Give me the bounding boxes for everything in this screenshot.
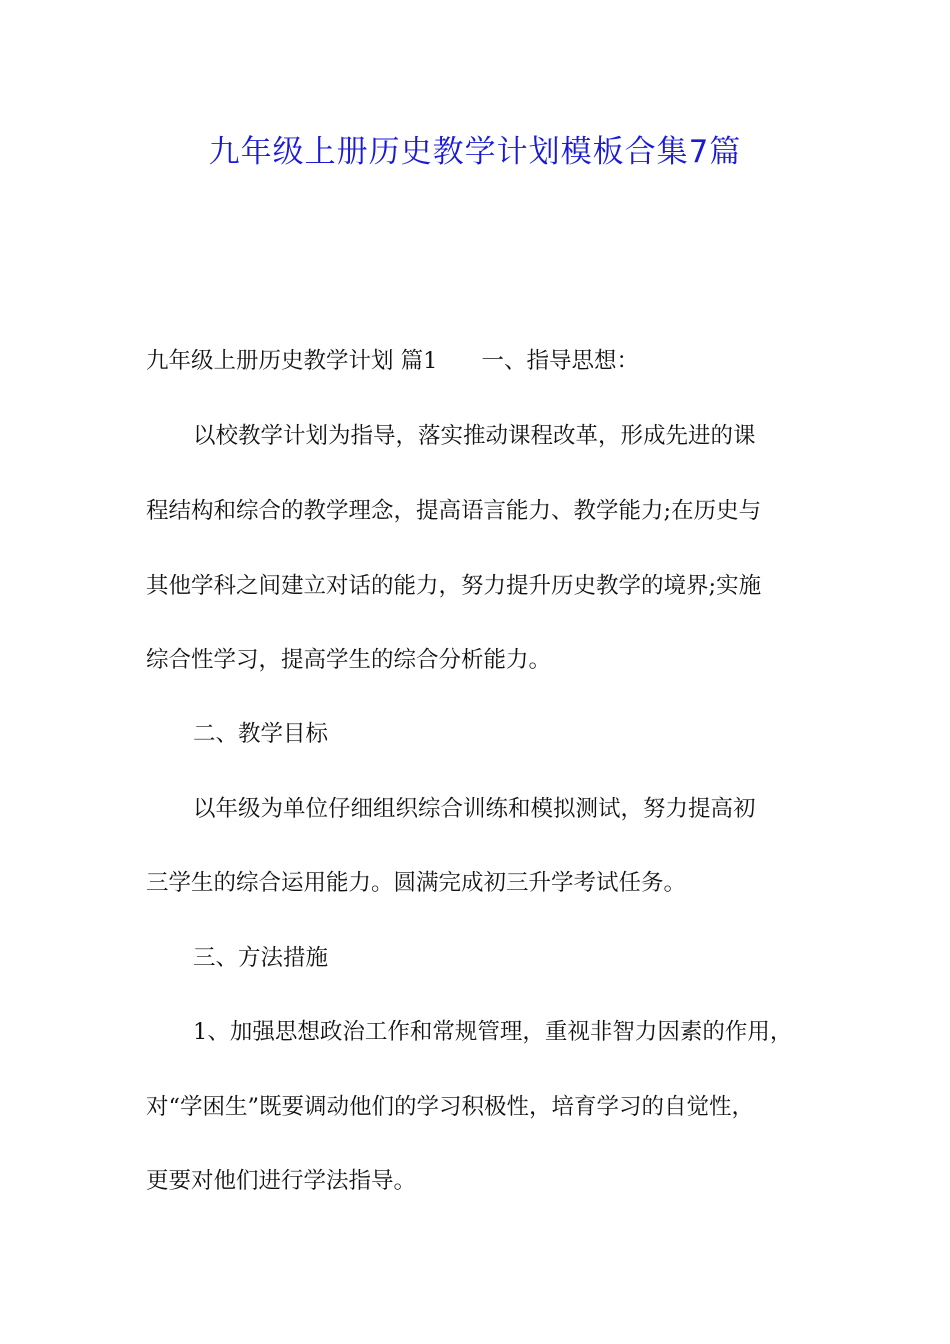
paragraph-line: 三学生的综合运用能力。圆满完成初三升学考试任务。 xyxy=(146,870,687,896)
section-heading-label: 九年级上册历史教学计划 篇1 xyxy=(146,348,438,374)
paragraph-line: 对“学困生”既要调动他们的学习积极性，培育学习的自觉性， xyxy=(146,1094,755,1120)
paragraph-line: 程结构和综合的教学理念，提高语言能力、教学能力;在历史与 xyxy=(146,498,762,524)
paragraph-line: 更要对他们进行学法指导。 xyxy=(146,1168,417,1194)
paragraph-line: 以校教学计划为指导，落实推动课程改革，形成先进的课 xyxy=(193,423,756,449)
section-heading-methods: 三、方法措施 xyxy=(193,945,329,971)
section-subheading: 一、指导思想： xyxy=(481,348,639,374)
paragraph-line: 1、加强思想政治工作和常规管理，重视非智力因素的作用， xyxy=(193,1019,793,1045)
paragraph-line: 综合性学习，提高学生的综合分析能力。 xyxy=(146,647,552,673)
section-heading-goals: 二、教学目标 xyxy=(193,721,329,747)
paragraph-line: 以年级为单位仔细组织综合训练和模拟测试，努力提高初 xyxy=(193,796,756,822)
section-heading-line xyxy=(146,343,826,379)
paragraph-line: 其他学科之间建立对话的能力，努力提升历史教学的境界;实施 xyxy=(146,573,762,599)
document-title: 九年级上册历史教学计划模板合集7篇 xyxy=(208,134,742,170)
